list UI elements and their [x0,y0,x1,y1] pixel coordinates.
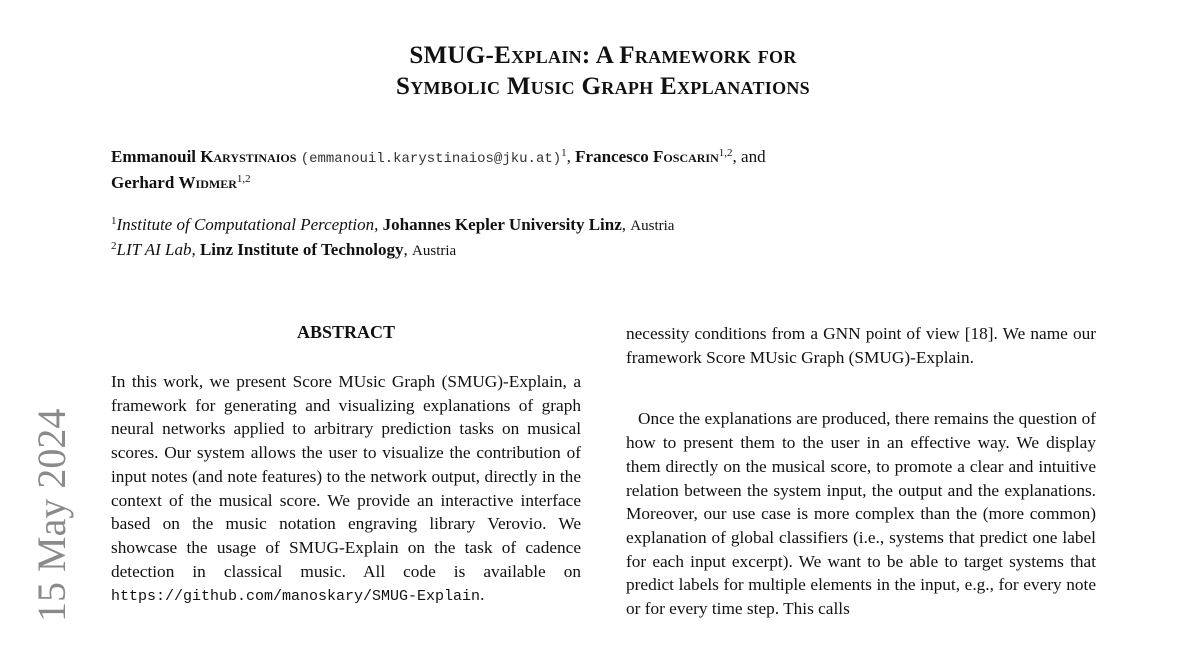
right-paragraph-2: Once the explanations are produced, there remains the question of how to present them to the user in an effective way. We display them directly on the musical score, to promote a clear and intuitive relation between the system input, the output and the explanations. Moreover, our use case is more complex than the (more common) explanation of global classifiers (i.e., systems that predict one label for each input excerpt). We want to be able to target systems that predict labels for multiple elements in the input, e.g., for every note or for every time step. This calls [626,409,1096,619]
title-line-1: SMUG-Explain: A Framework for [409,42,797,69]
affiliation-1-university: Johannes Kepler University Linz [382,215,622,234]
title-line-2: Symbolic Music Graph Explanations [396,73,810,100]
author-3-surname: Widmer [178,173,237,192]
author-list: Emmanouil Karystinaios (emmanouil.karystinaios@jku.at)$^1$, Francesco Foscarin$^{1,2}$, and Gerhard Widmer$^{1,2}$ [111,147,766,192]
affiliation-1-dept: Institute of Computational Perception [116,215,375,234]
author-2-surname: Foscarin [653,147,719,166]
right-paragraph-1: necessity conditions from a GNN point of view [18]. We name our framework Score MUsic Graph (SMUG)-Explain. [626,324,1096,367]
affiliation-2-mark: 2 [111,240,117,252]
abstract-heading: ABSTRACT [296,322,396,342]
affiliation-2: $^2$LIT AI Lab, Linz Institute of Technology, Austria [111,240,457,259]
right-column [626,322,1096,621]
affiliation-1-mark: 1 [111,215,117,227]
affiliation-2-dept: LIT AI Lab [116,240,192,259]
abstract-body: In this work, we present Score MUsic Graph (SMUG)-Explain, a framework for generating and visualizing explanations of graph neural networks applied to arbitrary prediction tasks on musical scores. Our system allows the user to visualize the contribution of input notes (and note features) to the network output, directly in the context of the musical score. We provide an interactive interface based on the music notation engraving library Verovio. We showcase the usage of SMUG-Explain on the task of cadence detection in classical music. All code is available on [111,372,581,581]
author-1-first-name: Emmanouil [111,147,197,166]
author-2-affiliation-mark: 1,2 [718,147,733,159]
affiliation-1-country: Austria [630,218,675,234]
author-conjunction: and [741,147,766,166]
abstract-end: . [480,585,485,605]
paper-title [0,40,1200,102]
left-column [111,320,581,609]
affiliation-1: $^1$Institute of Computational Perception, Johannes Kepler University Linz, Austria [111,215,675,234]
author-1-surname: Karystinaios [200,147,297,166]
author-2-first-name: Francesco [575,147,649,166]
author-1-affiliation-mark: 1 [561,147,567,159]
affiliation-2-university: Linz Institute of Technology [199,240,404,259]
author-3-affiliation-mark: 1,2 [236,173,251,185]
arxiv-side-date: 15 May 2024 [29,408,74,622]
affiliation-list [111,213,1111,263]
author-3-first-name: Gerhard [111,173,175,192]
affiliation-2-country: Austria [412,243,457,259]
code-link[interactable]: https://github.com/manoskary/SMUG-Explain [111,588,481,606]
author-1-email[interactable]: (emmanouil.karystinaios@jku.at) [300,151,562,167]
abstract-text [111,370,581,609]
